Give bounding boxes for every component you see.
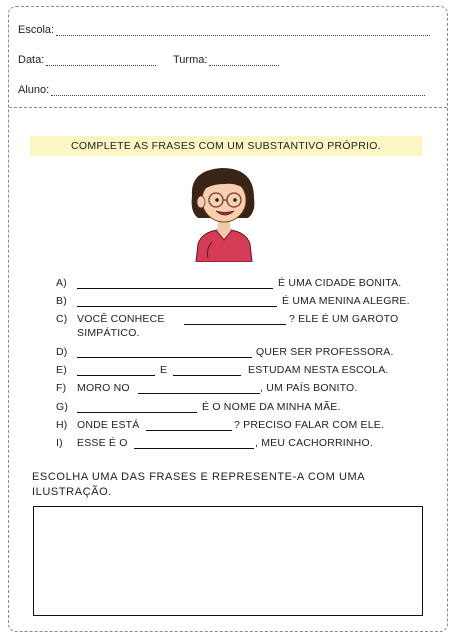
answer-blank[interactable] <box>184 313 286 325</box>
exercise-text: MORO NO <box>77 382 130 394</box>
answer-blank[interactable] <box>77 346 252 358</box>
exercise-letter: A) <box>56 277 67 289</box>
exercise-text: ESTUDAM NESTA ESCOLA. <box>248 364 389 376</box>
exercise-b <box>56 295 436 309</box>
student-line <box>18 84 425 96</box>
header-section <box>9 7 447 108</box>
answer-blank[interactable] <box>138 382 260 394</box>
exercise-letter: G) <box>56 401 69 413</box>
exercise-h <box>56 419 436 433</box>
answer-blank[interactable] <box>134 437 254 449</box>
exercise-a <box>56 277 436 291</box>
student-label: Aluno: <box>18 84 50 96</box>
exercise-text: E <box>160 364 168 376</box>
exercise-text: SIMPÁTICO. <box>77 327 140 339</box>
date-label: Data: <box>18 54 45 66</box>
answer-blank[interactable] <box>77 401 197 413</box>
exercise-text: VOCÊ CONHECE <box>77 313 165 325</box>
exercise-letter: E) <box>56 364 67 376</box>
exercise-text: ? PRECISO FALAR COM ELE. <box>234 419 385 431</box>
exercise-letter: D) <box>56 346 68 358</box>
answer-blank[interactable] <box>77 277 273 289</box>
girl-illustration <box>178 162 270 262</box>
illustration-box[interactable] <box>33 506 423 616</box>
exercise-letter: B) <box>56 295 67 307</box>
exercise-letter: C) <box>56 313 68 325</box>
exercise-letter: F) <box>56 382 67 394</box>
illustration-instruction: ESCOLHA UMA DAS FRASES E REPRESENTE-A COM UMA ILUSTRAÇÃO. <box>32 471 365 498</box>
date-line <box>18 54 156 66</box>
answer-blank[interactable] <box>146 419 232 431</box>
exercise-text: É UMA CIDADE BONITA. <box>278 277 402 289</box>
class-label: Turma: <box>173 54 208 66</box>
banner-text: COMPLETE AS FRASES COM UM SUBSTANTIVO PRÓPRIO. <box>71 140 381 152</box>
exercise-text: ? ELE É UM GAROTO <box>289 313 399 325</box>
exercise-text: , UM PAÍS BONITO. <box>260 382 358 394</box>
exercise-i <box>56 437 436 451</box>
date-field[interactable] <box>46 55 156 66</box>
exercise-text: É O NOME DA MINHA MÃE. <box>202 401 341 413</box>
exercise-text: , MEU CACHORRINHO. <box>255 437 373 449</box>
answer-blank[interactable] <box>77 295 277 307</box>
exercise-f <box>56 382 436 396</box>
exercise-d <box>56 346 436 360</box>
answer-blank[interactable] <box>173 364 241 376</box>
class-line <box>173 54 279 66</box>
school-line <box>18 24 430 36</box>
exercise-letter: I) <box>56 437 63 449</box>
exercise-text: É UMA MENINA ALEGRE. <box>282 295 410 307</box>
student-field[interactable] <box>51 85 425 96</box>
exercise-text: ESSE É O <box>77 437 128 449</box>
exercise-text: ONDE ESTÁ <box>77 419 140 431</box>
exercise-letter: H) <box>56 419 68 431</box>
class-field[interactable] <box>209 55 279 66</box>
instruction-banner <box>30 136 422 156</box>
exercise-text: QUER SER PROFESSORA. <box>256 346 394 358</box>
exercise-g <box>56 401 436 415</box>
exercise-e <box>56 364 436 378</box>
answer-blank[interactable] <box>77 364 155 376</box>
exercise-c <box>56 313 436 343</box>
school-field[interactable] <box>56 25 430 36</box>
school-label: Escola: <box>18 24 55 36</box>
